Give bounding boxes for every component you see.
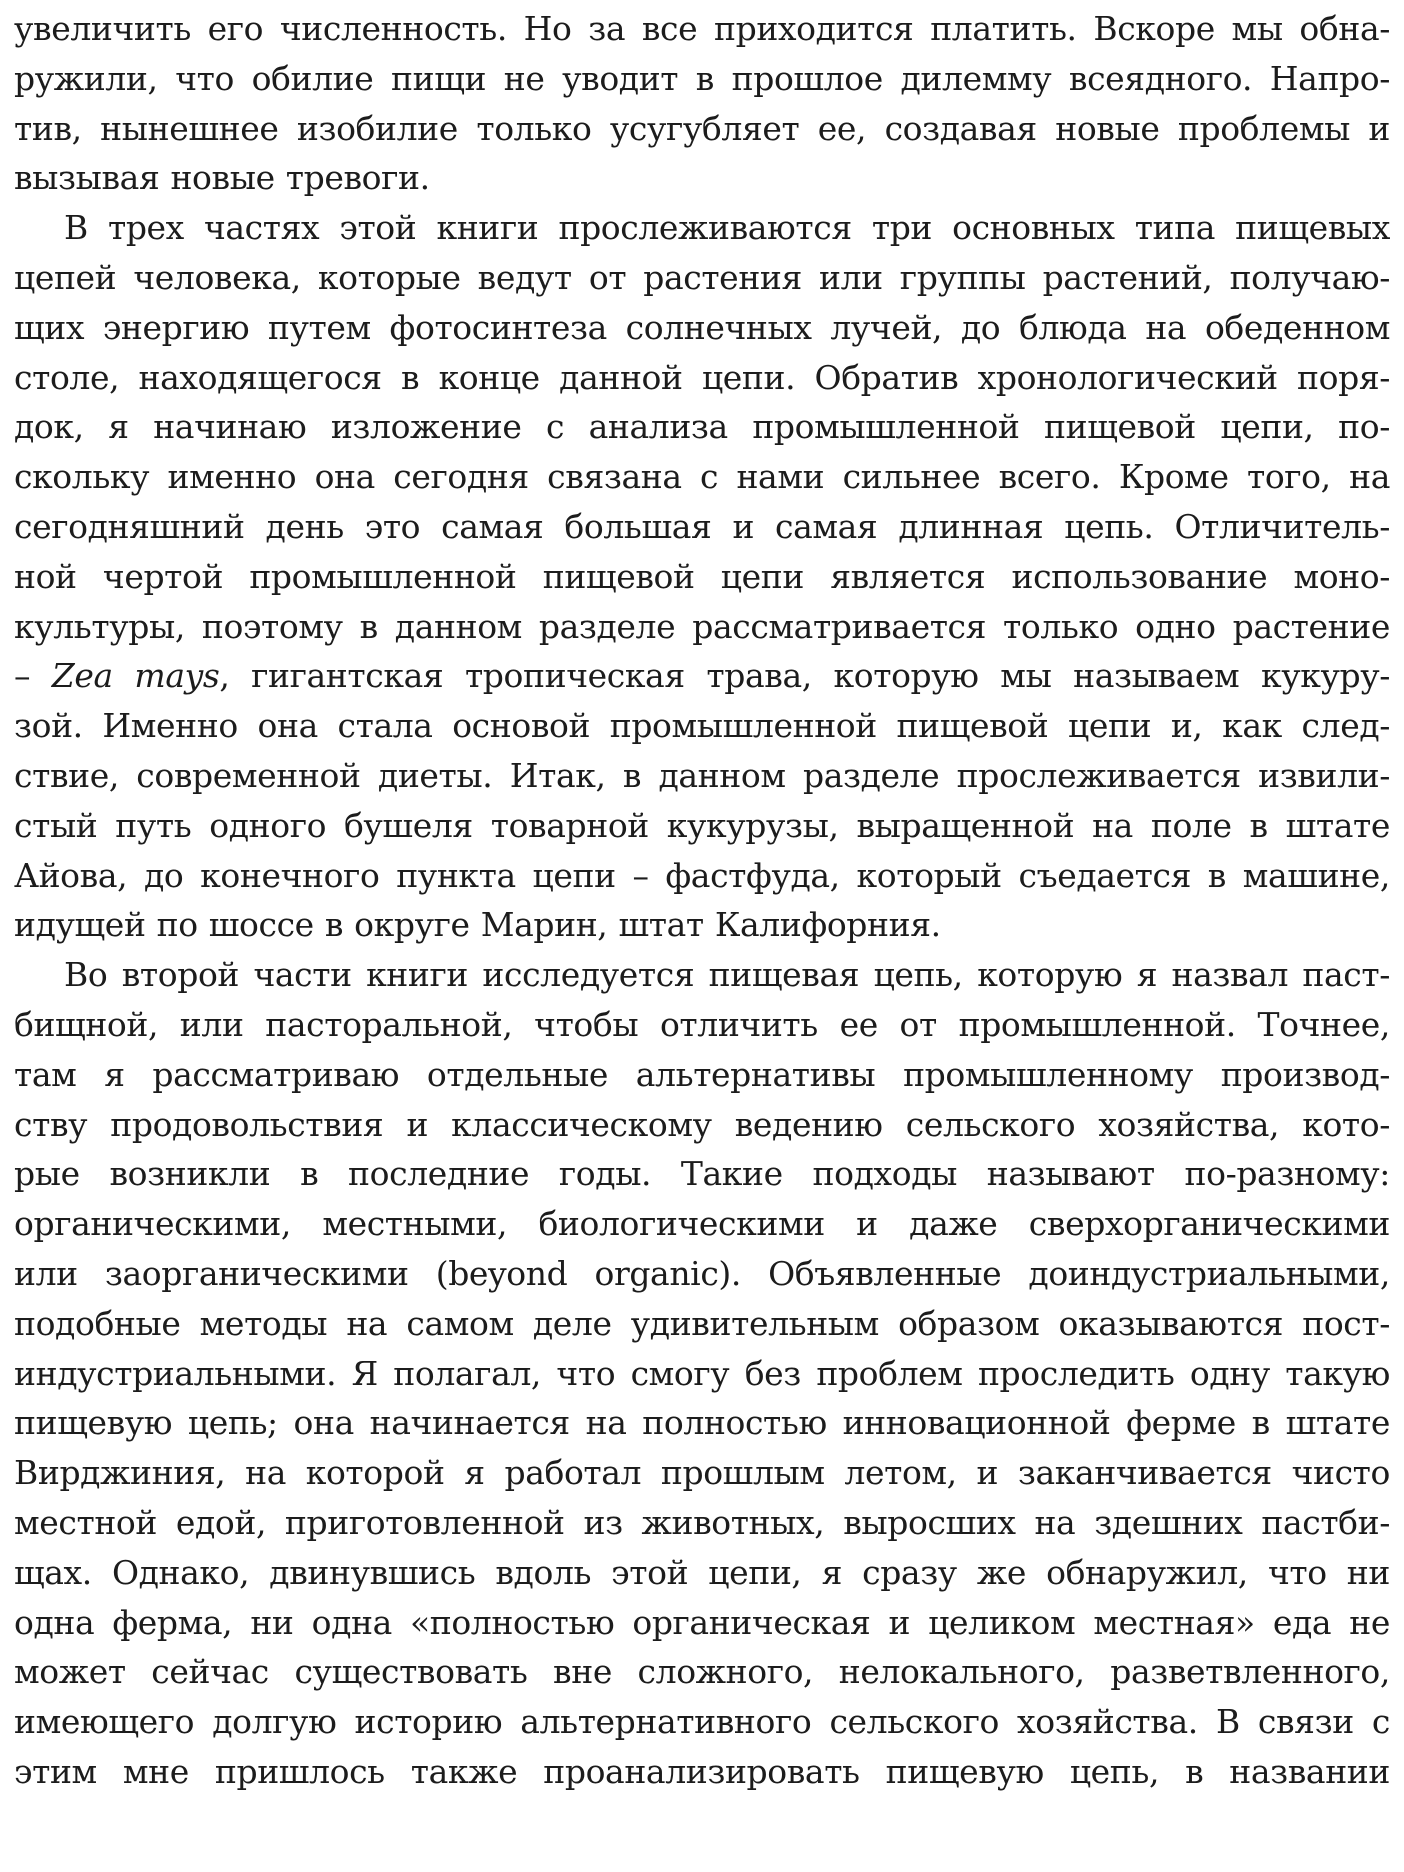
text-line: местной едой, приготовленной из животных, выросших на здешних пастби- (14, 1502, 1390, 1542)
book-page (14, 4, 1390, 1868)
text-line: сегодняшний день это самая большая и самая длинная цепь. Отличитель- (14, 506, 1390, 546)
text-line: Айова, до конечного пункта цепи – фастфуда, который съедается в машине, (14, 855, 1390, 895)
text-line: идущей по шоссе в округе Марин, штат Калифорния. (14, 905, 941, 945)
paragraph-3 (14, 950, 1390, 1797)
text-line: щих энергию путем фотосинтеза солнечных лучей, до блюда на обеденном (14, 307, 1390, 347)
text-line: ной чертой промышленной пищевой цепи является использование моно- (14, 556, 1390, 596)
text-line: ствие, современной диеты. Итак, в данном разделе прослеживается извили- (14, 755, 1390, 795)
text-line: пищевую цепь; она начинается на полностью инновационной ферме в штате (14, 1403, 1390, 1443)
text-line: зой. Именно она стала основой промышленной пищевой цепи и, как след- (14, 706, 1390, 746)
text-line: культуры, поэтому в данном разделе рассматривается только одно растение (14, 606, 1390, 646)
text-line: ружили, что обилие пищи не уводит в прошлое дилемму всеядного. Напро- (14, 58, 1390, 98)
text-line: одна ферма, ни одна «полностью органическая и целиком местная» еда не (14, 1602, 1390, 1642)
text-line: индустриальными. Я полагал, что смогу без проблем проследить одну такую (14, 1353, 1390, 1393)
text-line: тив, нынешнее изобилие только усугубляет ее, создавая новые проблемы и (14, 108, 1390, 148)
text-line: стый путь одного бушеля товарной кукурузы, выращенной на поле в штате (14, 805, 1390, 845)
text-line-zea-mays (14, 651, 1390, 701)
text-line: ству продовольствия и классическому ведению сельского хозяйства, кото- (14, 1104, 1390, 1144)
text-line: подобные методы на самом деле удивительным образом оказываются пост- (14, 1303, 1390, 1343)
text-line: имеющего долгую историю альтернативного сельского хозяйства. В связи с (14, 1702, 1390, 1742)
text-line: Вирджиния, на которой я работал прошлым летом, и заканчивается чисто (14, 1453, 1390, 1493)
text-line: В трех частях этой книги прослеживаются три основных типа пищевых (64, 208, 1390, 248)
text-line: цепей человека, которые ведут от растения или группы растений, получаю- (14, 257, 1390, 297)
text-line: этим мне пришлось также проанализировать пищевую цепь, в названии (14, 1751, 1390, 1791)
text-fragment: , гигантская тропическая трава, которую мы называем кукуру- (219, 656, 1390, 696)
text-fragment: – (14, 656, 52, 696)
paragraph-2 (14, 203, 1390, 950)
text-line: вызывая новые тревоги. (14, 158, 430, 198)
text-line: или заорганическими (beyond organic). Объявленные доиндустриальными, (14, 1253, 1390, 1293)
text-line: бищной, или пасторальной, чтобы отличить ее от промышленной. Точнее, (14, 1004, 1390, 1044)
text-line: столе, находящегося в конце данной цепи. Обратив хронологический поря- (14, 357, 1390, 397)
text-line: увеличить его численность. Но за все приходится платить. Вскоре мы обна- (14, 9, 1390, 48)
paragraph-1 (14, 4, 1390, 203)
text-line: Во второй части книги исследуется пищевая цепь, которую я назвал паст- (64, 955, 1390, 995)
text-line: щах. Однако, двинувшись вдоль этой цепи, я сразу же обнаружил, что ни (14, 1552, 1390, 1592)
text-line: может сейчас существовать вне сложного, нелокального, разветвленного, (14, 1652, 1390, 1692)
text-line: док, я начинаю изложение с анализа промышленной пищевой цепи, по- (14, 407, 1390, 447)
text-line: органическими, местными, биологическими и даже сверхорганическими (14, 1204, 1390, 1244)
text-line: скольку именно она сегодня связана с нами сильнее всего. Кроме того, на (14, 457, 1390, 497)
text-line: там я рассматриваю отдельные альтернативы промышленному производ- (14, 1054, 1390, 1094)
species-name-italic: Zea mays (51, 656, 220, 696)
text-line: рые возникли в последние годы. Такие подходы называют по-разному: (14, 1154, 1390, 1194)
